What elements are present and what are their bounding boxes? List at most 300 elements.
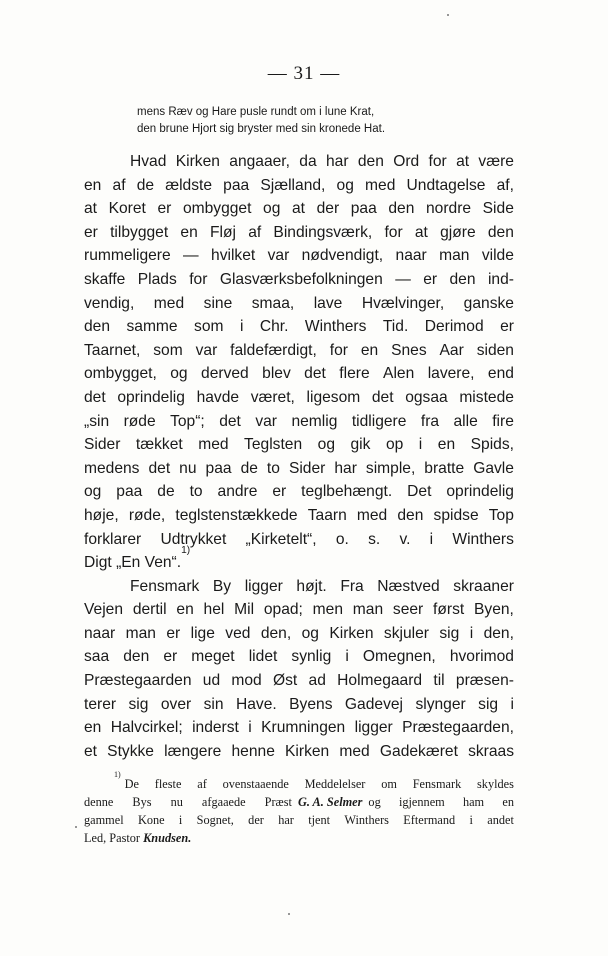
word: Fensmark — [130, 577, 200, 595]
word: en — [84, 719, 102, 737]
word: af — [112, 176, 126, 194]
word: sig — [439, 624, 460, 642]
word: Spids, — [470, 436, 514, 454]
word: Undtagelse — [406, 176, 486, 194]
word: er — [272, 483, 287, 501]
word: i — [510, 695, 514, 713]
word: spidse — [433, 506, 479, 524]
word: i — [345, 648, 349, 666]
text-line — [84, 716, 514, 740]
word: Sognet, — [196, 813, 234, 827]
word: Udtrykket — [160, 530, 227, 548]
word: at — [84, 200, 98, 218]
text-line — [84, 221, 514, 245]
footnote-mark: 1) — [114, 770, 121, 779]
word: paa — [223, 176, 250, 194]
word: Kone — [137, 813, 165, 827]
word: meget — [191, 648, 235, 666]
word: opad; — [263, 601, 303, 619]
word: hvorimod — [449, 648, 514, 666]
word: Næstved — [377, 577, 440, 595]
word: den, — [483, 624, 514, 642]
word: har — [325, 153, 349, 170]
word: og — [170, 365, 188, 383]
word: den, — [260, 624, 292, 642]
word: Side — [482, 200, 514, 218]
paragraph-2 — [84, 575, 514, 764]
word: da — [299, 153, 317, 170]
word: sig — [128, 695, 149, 713]
body-text — [84, 150, 514, 763]
word: blev — [262, 365, 291, 383]
word: alle — [453, 412, 478, 430]
footnote-ref: 1) — [181, 545, 191, 557]
word: er — [500, 318, 514, 336]
word: det — [371, 388, 394, 406]
word: denne — [84, 795, 114, 809]
word: var — [195, 341, 218, 359]
word: to — [266, 459, 280, 477]
word: den — [357, 153, 384, 170]
word: skjuler — [383, 624, 429, 642]
text-line — [84, 528, 514, 552]
word: ganske — [463, 294, 514, 312]
word: ad — [308, 672, 326, 690]
word: sin — [203, 695, 224, 713]
word: Gadekæret — [379, 742, 458, 760]
text-line — [84, 480, 514, 504]
word: lavere, — [427, 365, 475, 383]
word: skaffe — [84, 270, 126, 288]
word: to — [189, 483, 203, 501]
word: Kirken — [285, 742, 330, 760]
word: paa — [205, 459, 232, 477]
word: ham — [462, 795, 485, 809]
word: flere — [339, 365, 370, 383]
word: sig — [478, 695, 499, 713]
word: Eftermand — [403, 813, 456, 827]
word: gammel — [84, 813, 124, 827]
word: angaaer, — [229, 153, 290, 170]
text-line — [84, 693, 514, 717]
word: ligger — [244, 577, 283, 595]
word: Holmegaard — [337, 672, 423, 690]
word: og — [84, 483, 102, 501]
word: samme — [126, 318, 178, 336]
word: ældste — [165, 176, 213, 194]
word: det — [304, 365, 326, 383]
word: Hvælvinger, — [361, 294, 445, 312]
word: paa — [116, 483, 143, 501]
word: er — [163, 648, 178, 666]
text-line — [84, 362, 514, 386]
word: henne — [231, 742, 275, 760]
word: tidligere — [351, 412, 407, 430]
text-line — [84, 457, 514, 481]
word: op — [385, 436, 404, 454]
word: den — [397, 506, 424, 524]
word: ud — [202, 672, 221, 690]
text-line — [84, 575, 514, 599]
word: Meddelelser — [304, 777, 366, 791]
paper-speck — [447, 14, 449, 16]
word: Chr. — [259, 318, 289, 336]
word: vendig, — [84, 294, 135, 312]
word: Kirken — [175, 153, 220, 170]
word: Winthers — [344, 813, 389, 827]
word: saa — [84, 648, 110, 666]
word: forklarer — [84, 530, 142, 548]
word: et — [84, 742, 98, 760]
word: Derimod — [424, 318, 484, 336]
word: de — [136, 176, 155, 194]
word: Bindingsværk, — [273, 223, 373, 241]
word: med — [365, 176, 396, 194]
word: Kirken — [329, 624, 374, 642]
word: og — [301, 624, 319, 642]
word: en — [360, 341, 379, 359]
word: ved — [225, 624, 251, 642]
word: i — [418, 436, 423, 454]
paragraph-1-last-line — [84, 545, 514, 575]
word: har — [334, 459, 357, 477]
word: Aar — [439, 341, 464, 359]
word: andre — [217, 483, 258, 501]
word: Omegnen, — [362, 648, 436, 666]
word: først — [433, 601, 465, 619]
word: inderst — [192, 719, 239, 737]
word: hvilket — [211, 247, 256, 265]
text-line — [84, 598, 514, 622]
word: ligesom — [306, 388, 361, 406]
word: Sider — [84, 436, 121, 454]
word: naar — [395, 247, 427, 265]
word: Taarn — [307, 506, 347, 524]
word: der — [316, 200, 340, 218]
word: tilbygget — [110, 223, 169, 241]
word: Snes — [391, 341, 427, 359]
word: og — [317, 436, 335, 454]
word: været, — [250, 388, 295, 406]
word: i — [248, 719, 252, 737]
word: den — [84, 318, 111, 336]
word: røde, — [128, 506, 166, 524]
word: simple, — [365, 459, 416, 477]
text-line — [84, 410, 514, 434]
word: gik — [350, 436, 371, 454]
word: hel — [203, 601, 225, 619]
word: skyldes — [477, 777, 514, 791]
word: synlig — [291, 648, 332, 666]
word: med — [339, 742, 370, 760]
word: en — [437, 436, 456, 454]
word: fleste — [154, 777, 182, 791]
word: i — [429, 530, 434, 548]
word: ombygget, — [84, 365, 157, 383]
word: i — [469, 624, 474, 642]
verse-line: den brune Hjort sig bryster med sin kronede Hat. — [137, 123, 386, 135]
word: til — [433, 672, 445, 690]
word: mistede — [459, 388, 514, 406]
page-number: — 31 — — [267, 63, 341, 84]
word: lave — [313, 294, 343, 312]
word: men — [312, 601, 343, 619]
word: for — [428, 153, 447, 170]
word: Sider — [288, 459, 326, 477]
word: en — [176, 601, 194, 619]
word: det — [84, 388, 106, 406]
word: Stykke — [107, 742, 154, 760]
word: faldefærdigt, — [230, 341, 317, 359]
word: det — [148, 459, 171, 477]
word: en — [502, 795, 514, 809]
word: var — [255, 412, 277, 430]
word: Præstegaarden — [84, 672, 192, 690]
word: fra — [420, 412, 440, 430]
word: Glasværksbefolkningen — [219, 270, 383, 288]
word: nødvendigt, — [301, 247, 384, 265]
word: i — [239, 318, 244, 336]
text-line — [84, 197, 514, 221]
word: i — [178, 813, 183, 827]
word: gjøre — [440, 223, 476, 241]
word: bratte — [424, 459, 465, 477]
text-line: Digt „En Ven“. — [84, 554, 182, 572]
word: naar — [84, 624, 116, 642]
word: er — [166, 624, 181, 642]
word: „sin — [84, 412, 110, 430]
word: den — [487, 223, 514, 241]
word: Fensmark — [412, 777, 462, 791]
word: ind- — [487, 270, 514, 288]
word: tækket — [135, 436, 183, 454]
word: Winthers — [304, 318, 367, 336]
text-line — [84, 669, 514, 693]
word: Fløj — [209, 223, 236, 241]
footnote-line-1 — [84, 770, 514, 793]
word: derved — [201, 365, 249, 383]
word: med — [356, 506, 388, 524]
word: en — [84, 176, 102, 194]
word: af, — [496, 176, 514, 194]
word: Præstegaarden, — [402, 719, 514, 737]
word: den — [449, 270, 476, 288]
word: mod — [231, 672, 262, 690]
word: for — [329, 341, 348, 359]
word: sine — [203, 294, 233, 312]
word: s. — [368, 530, 381, 548]
word: dertil — [132, 601, 167, 619]
word: den — [123, 648, 150, 666]
word: højt. — [296, 577, 327, 595]
word: Det — [407, 483, 432, 501]
word: medens — [84, 459, 140, 477]
word: De — [124, 777, 139, 791]
word: for — [189, 270, 208, 288]
word: som — [194, 318, 224, 336]
word: at — [291, 200, 305, 218]
word: Top“; — [170, 412, 205, 430]
word: tjent — [308, 813, 331, 827]
word: Mil — [234, 601, 255, 619]
word: — — [395, 270, 411, 288]
text-line — [84, 292, 514, 316]
word: Plads — [137, 270, 177, 288]
word: teglbehængt. — [301, 483, 393, 501]
word: slynger — [415, 695, 466, 713]
word: og — [263, 200, 281, 218]
word: Byens — [289, 695, 333, 713]
word: havde — [196, 388, 240, 406]
word: Alen — [383, 365, 415, 383]
word: røde — [123, 412, 156, 430]
word: i — [469, 813, 473, 827]
verse-quote — [137, 104, 385, 138]
word: de — [240, 459, 258, 477]
word: Teglsten — [244, 436, 303, 454]
text-line — [84, 433, 514, 457]
word: o. — [335, 530, 349, 548]
word: høje, — [84, 506, 119, 524]
word: Øst — [273, 672, 298, 690]
word: præsen- — [455, 672, 514, 690]
word: og — [336, 176, 354, 194]
word: længere — [164, 742, 222, 760]
word: Have. — [235, 695, 277, 713]
word: Hvad — [130, 153, 167, 170]
word: ogsaa — [405, 388, 448, 406]
word: Top — [488, 506, 514, 524]
word: fire — [492, 412, 514, 430]
word: teglstenstækkede — [175, 506, 298, 524]
word: man — [352, 601, 384, 619]
paper-speck — [75, 826, 77, 828]
word: er — [84, 223, 98, 241]
word: man — [125, 624, 156, 642]
word: man — [439, 247, 470, 265]
word: Ord — [393, 153, 420, 170]
word: lige — [190, 624, 215, 642]
footnote-line-4 — [84, 829, 514, 847]
word: Winthers — [452, 530, 514, 548]
word: Byen, — [474, 601, 514, 619]
word: der — [248, 813, 264, 827]
footnote-text: Led, Pastor — [84, 831, 141, 845]
word: om — [381, 777, 397, 791]
word: afgaaede — [201, 795, 246, 809]
word: — — [183, 247, 199, 265]
word: som — [153, 341, 183, 359]
word: ovenstaaende — [222, 777, 289, 791]
word: Tid. — [382, 318, 409, 336]
text-line — [84, 244, 514, 268]
text-line — [84, 386, 514, 410]
text-line — [84, 174, 514, 198]
word: skraaner — [453, 577, 514, 595]
word: siden — [476, 341, 514, 359]
footnote-author-name: G. A. Selmer — [297, 795, 363, 809]
word: Sjælland, — [260, 176, 326, 194]
text-line — [84, 622, 514, 646]
word: nu — [179, 459, 197, 477]
word: en — [180, 223, 198, 241]
word: terer — [84, 695, 117, 713]
word: Præst — [264, 795, 292, 809]
text-line — [84, 740, 514, 764]
word: nemlig — [291, 412, 338, 430]
word: v. — [399, 530, 411, 548]
word: lidet — [248, 648, 278, 666]
word: „Kirketelt“, — [245, 530, 317, 548]
word: Koret — [108, 200, 146, 218]
word: oprindelig — [446, 483, 514, 501]
word: nordre — [425, 200, 472, 218]
paragraph-1 — [84, 150, 514, 551]
word: By — [212, 577, 232, 595]
word: af — [248, 223, 262, 241]
word: er — [423, 270, 438, 288]
text-line — [84, 645, 514, 669]
word: den — [388, 200, 415, 218]
word: nu — [170, 795, 183, 809]
word: Krumningen — [261, 719, 346, 737]
text-line — [84, 504, 514, 528]
word: være — [478, 153, 514, 170]
footnote — [84, 770, 514, 847]
word: har — [278, 813, 294, 827]
word: med — [198, 436, 229, 454]
word: det — [219, 412, 241, 430]
word: Vejen — [84, 601, 124, 619]
word: Gadevej — [344, 695, 404, 713]
text-line — [84, 315, 514, 339]
text-line — [84, 150, 514, 174]
footnote-line-3 — [84, 811, 514, 829]
word: Gavle — [473, 459, 514, 477]
word: oprindelig — [117, 388, 185, 406]
word: end — [487, 365, 514, 383]
word: er — [157, 200, 172, 218]
word: for — [384, 223, 403, 241]
word: med — [153, 294, 185, 312]
word: seer — [392, 601, 424, 619]
word: ligger — [354, 719, 393, 737]
word: af — [197, 777, 207, 791]
verse-line: mens Ræv og Hare pusle rundt om i lune Krat, — [137, 106, 375, 118]
word: skraas — [468, 742, 514, 760]
word: var — [267, 247, 290, 265]
word: at — [414, 223, 428, 241]
text-line — [84, 339, 514, 363]
word: rummeligere — [84, 247, 171, 265]
word: Halvcirkel; — [110, 719, 183, 737]
word: de — [157, 483, 175, 501]
word: andet — [487, 813, 514, 827]
word: over — [160, 695, 192, 713]
paper-speck — [288, 913, 290, 915]
word: ombygget — [182, 200, 252, 218]
word: vilde — [481, 247, 514, 265]
word: Bys — [132, 795, 152, 809]
text-line — [84, 268, 514, 292]
word: at — [456, 153, 470, 170]
word: Fra — [340, 577, 364, 595]
word: og — [368, 795, 381, 809]
word: smaa, — [251, 294, 295, 312]
word: igjennem — [398, 795, 445, 809]
word: paa — [350, 200, 377, 218]
word: Taarnet, — [84, 341, 141, 359]
